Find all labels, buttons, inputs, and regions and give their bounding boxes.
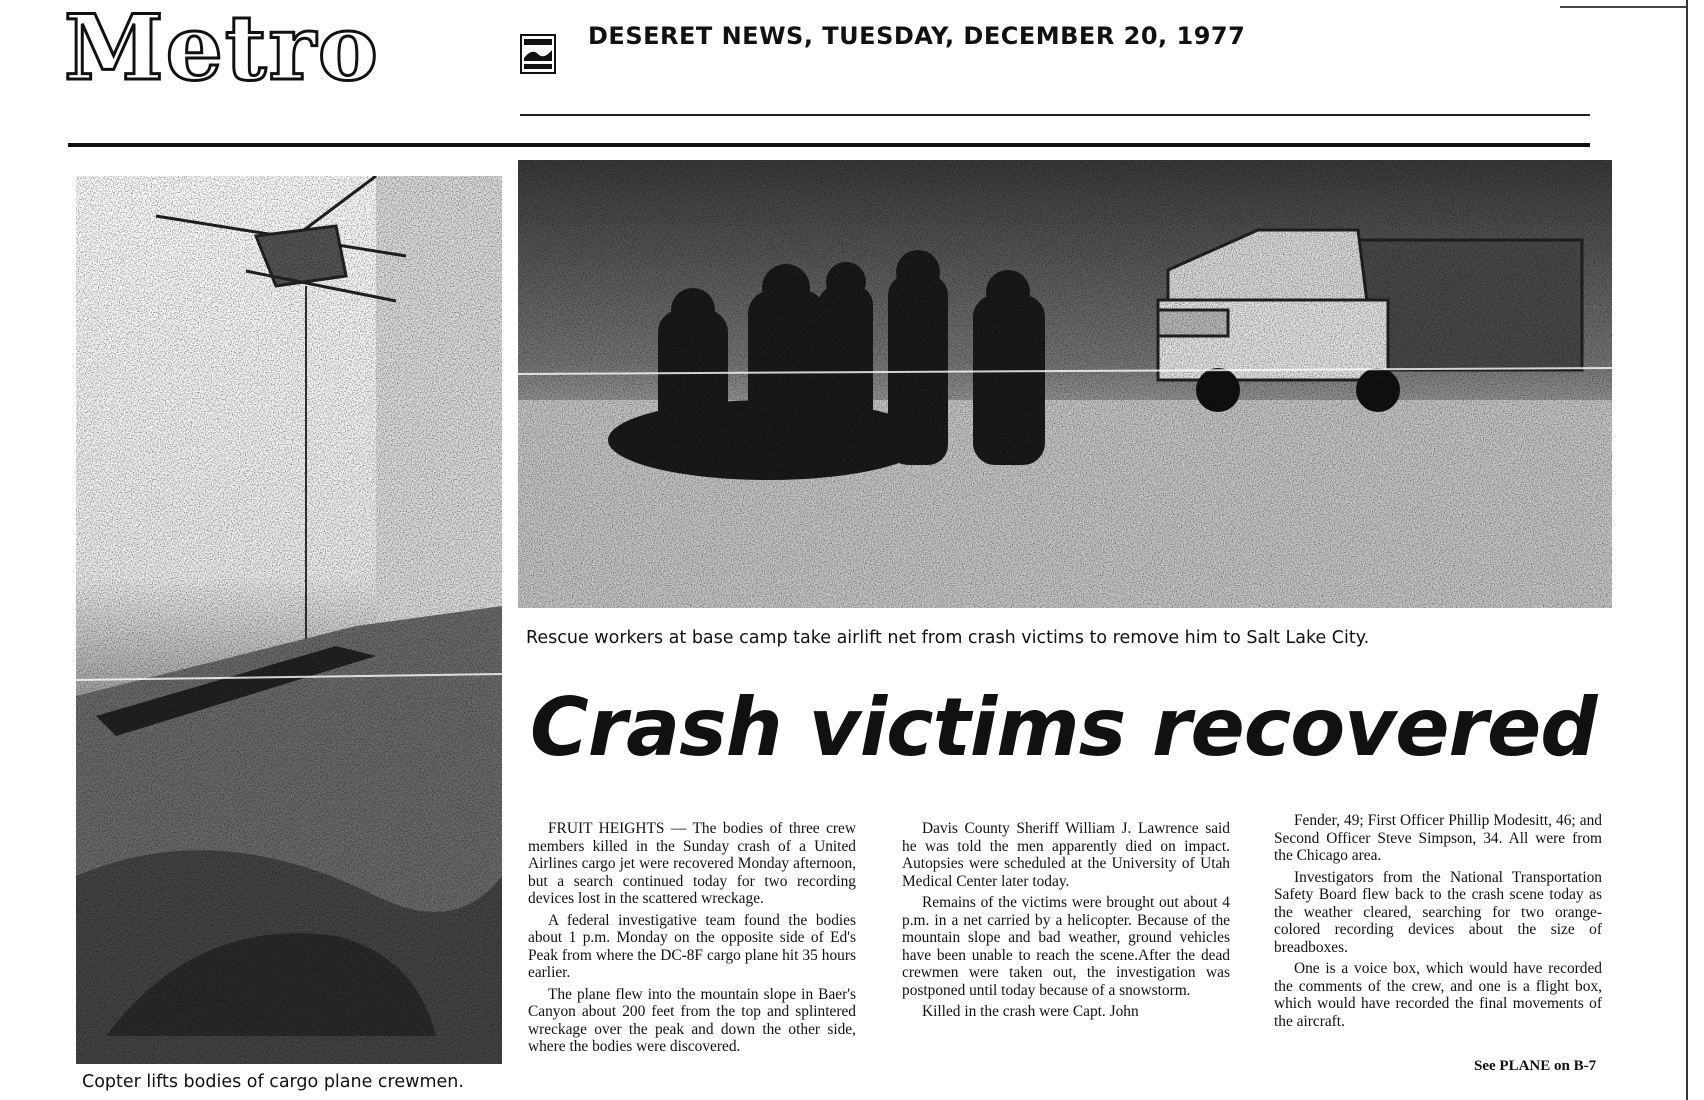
dateline: DESERET NEWS, TUESDAY, DECEMBER 20, 1977 xyxy=(588,22,1246,50)
helicopter-photo-caption: Copter lifts bodies of cargo plane crewmen. xyxy=(82,1072,464,1092)
article-paragraph: Remains of the victims were brought out about 4 p.m. in a net carried by a helicopter. Because of the mountain slope and bad weather, ground vehicles have been unable to reach the scene.After the dead crewmen were taken out, the investigation was postponed until today because of a snowstorm. xyxy=(902,894,1230,999)
helicopter-photo xyxy=(76,176,502,1064)
headline: Crash victims recovered xyxy=(530,681,1597,774)
masthead-rule xyxy=(520,114,1590,116)
jump-line: See PLANE on B-7 xyxy=(1474,1058,1597,1074)
article-paragraph: Killed in the crash were Capt. John xyxy=(922,1003,1139,1020)
page-edge-right xyxy=(1686,0,1688,1100)
article-column-2 xyxy=(902,820,1230,1025)
article-paragraph: A federal investigative team found the bodies about 1 p.m. Monday on the opposite side of Ed's Peak from where the DC-8F cargo plane hit 35 hours earlier. xyxy=(528,911,856,981)
rescue-photo-caption: Rescue workers at base camp take airlift net from crash victims to remove him to Salt Lake City. xyxy=(526,628,1370,648)
section-rule xyxy=(68,143,1590,147)
newspaper-logo-icon xyxy=(520,34,556,74)
article-paragraph: Davis County Sheriff William J. Lawrence said he was told the men apparently died on impact. Autopsies were scheduled at the University of Utah Medical Center later today. xyxy=(902,820,1230,890)
rescue-photo xyxy=(518,160,1612,608)
page-edge-top xyxy=(1560,6,1686,8)
article-paragraph: Investigators from the National Transportation Safety Board flew back to the crash scene today as the weather cleared, searching for two orange-colored recording devices about the size of breadboxes. xyxy=(1274,868,1602,956)
article-paragraph: One is a voice box, which would have recorded the comments of the crew, and one is a flight box, which would have recorded the final movements of the aircraft. xyxy=(1274,960,1602,1030)
article-paragraph: The plane flew into the mountain slope in Baer's Canyon about 200 feet from the top and splintered wreckage over the peak and down the other side, where the bodies were discovered. xyxy=(528,985,856,1055)
section-title: Metro xyxy=(64,0,380,101)
article-column-1 xyxy=(528,820,856,1060)
article-paragraph: Fender, 49; First Officer Phillip Modesitt, 46; and Second Officer Steve Simpson, 34. All were from the Chicago area. xyxy=(1274,812,1602,864)
article-column-3 xyxy=(1274,812,1602,1034)
article-paragraph: FRUIT HEIGHTS — The bodies of three crew members killed in the Sunday crash of a United Airlines cargo jet were recovered Monday afternoon, but a search continued today for two recording devices lost in the scattered wreckage. xyxy=(528,820,856,907)
